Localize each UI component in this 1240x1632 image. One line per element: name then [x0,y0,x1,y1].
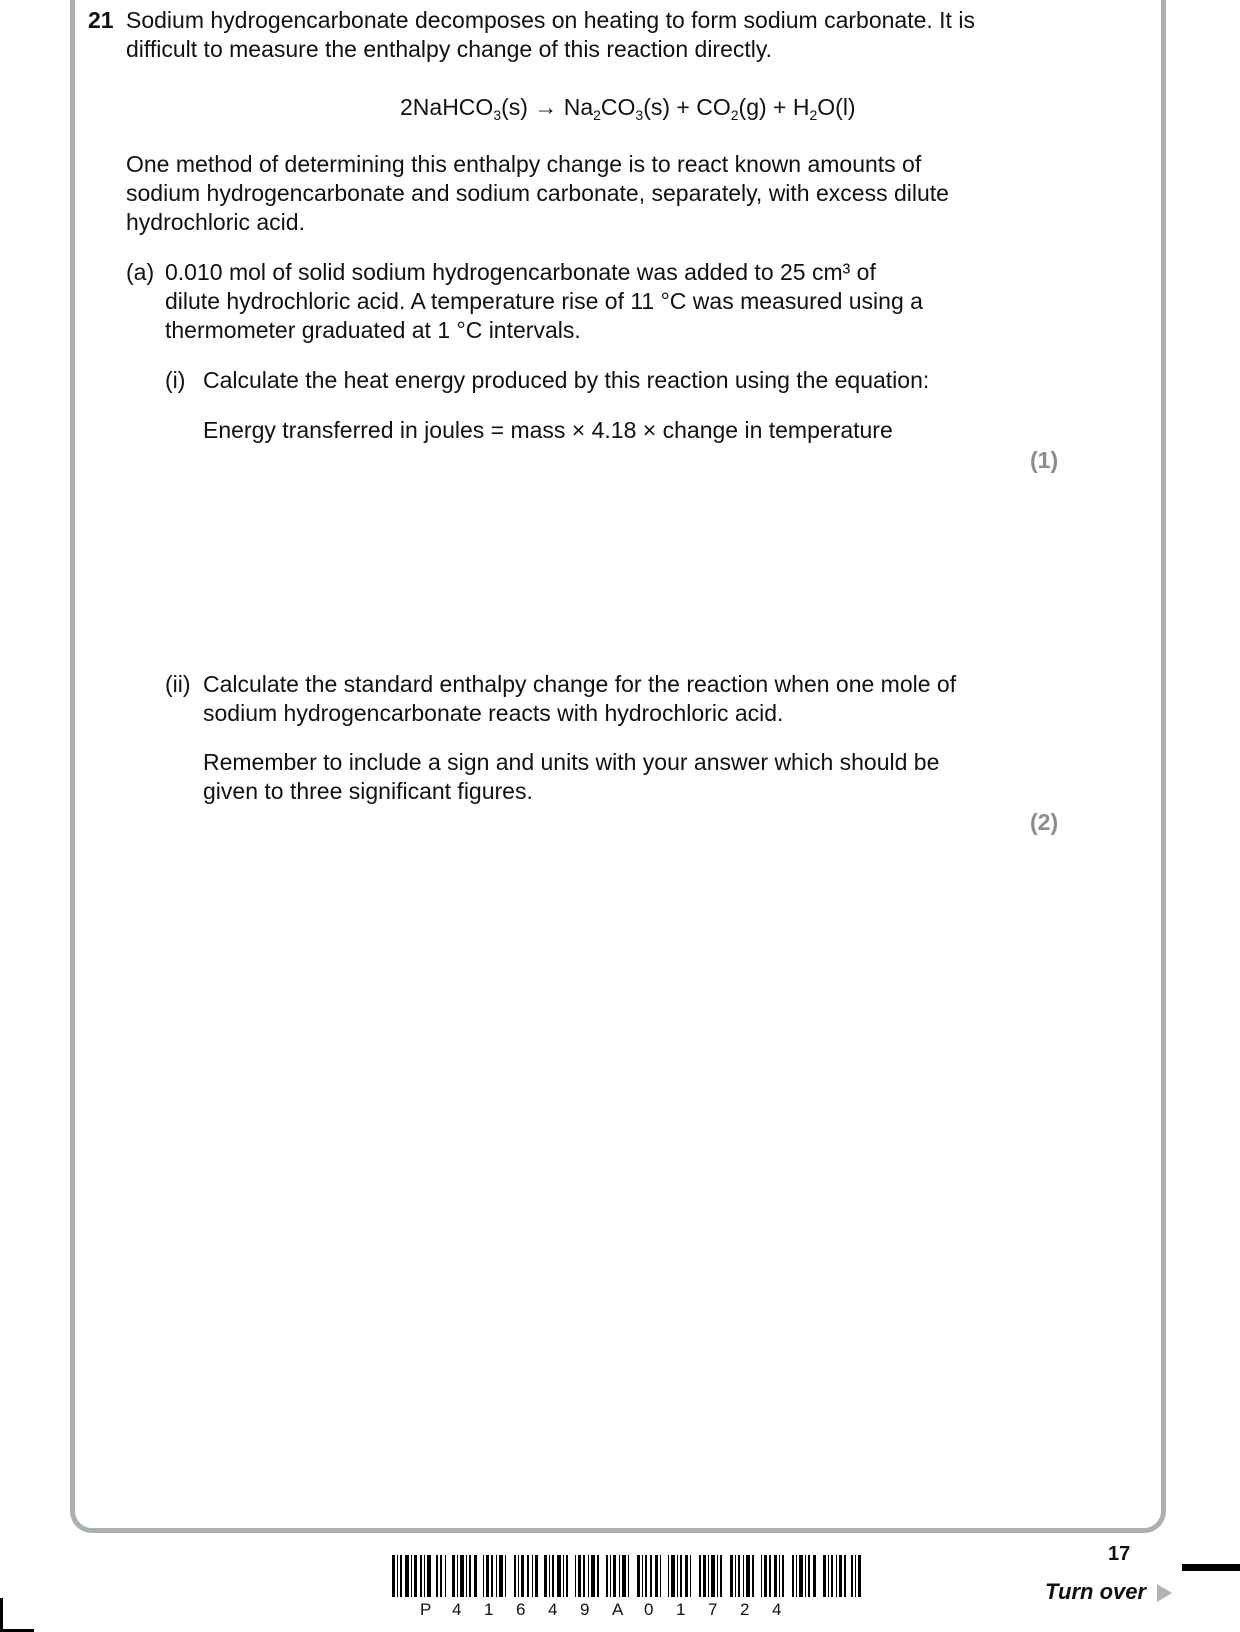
method-line-3: hydrochloric acid. [126,209,305,235]
part-i-text: Calculate the heat energy produced by this reaction using the equation: [203,367,930,393]
method-line-1: One method of determining this enthalpy change is to react known amounts of [126,151,922,177]
question-number: 21 [88,7,114,33]
part-a-line-3: thermometer graduated at 1 °C intervals. [165,317,581,343]
marks-part-i: (1) [1030,447,1059,473]
reaction-equation: 2NaHCO$_3$(s) → $Na_2CO_3(s) + CO_2(g) + H_2O(l)$ [400,94,856,123]
part-a-line-1: 0.010 mol of solid sodium hydrogencarbonate was added to 25 cm³ of [165,259,876,285]
part-ii-line-2: sodium hydrogencarbonate reacts with hydrochloric acid. [203,700,784,726]
part-ii-label: (ii) [165,671,191,697]
intro-line-2: difficult to measure the enthalpy change of this reaction directly. [126,36,773,62]
crop-mark-vertical [0,1598,3,1632]
method-line-2: sodium hydrogencarbonate and sodium carbonate, separately, with excess dilute [126,180,949,206]
intro-line-1: Sodium hydrogencarbonate decomposes on heating to form sodium carbonate. It is [126,7,975,33]
part-i-label: (i) [165,367,186,393]
part-a-line-2: dilute hydrochloric acid. A temperature rise of 11 °C was measured using a [165,288,923,314]
marks-part-ii: (2) [1030,809,1059,835]
part-ii-line-3: Remember to include a sign and units with your answer which should be [203,749,940,775]
barcode-number: P 4 1 6 4 9 A 0 1 7 2 4 [420,1600,782,1619]
barcode [392,1555,864,1597]
page-number: 17 [1108,1543,1131,1565]
page-edge-marker [1182,1564,1240,1571]
energy-formula: Energy transferred in joules = mass × 4.18 × change in temperature [203,417,893,443]
part-ii-line-4: given to three significant figures. [203,778,533,804]
part-a-label: (a) [126,259,155,285]
part-ii-line-1: Calculate the standard enthalpy change for the reaction when one mole of [203,671,957,697]
turn-over-arrow-icon [1157,1584,1172,1602]
turn-over-text: Turn over [1045,1579,1147,1604]
